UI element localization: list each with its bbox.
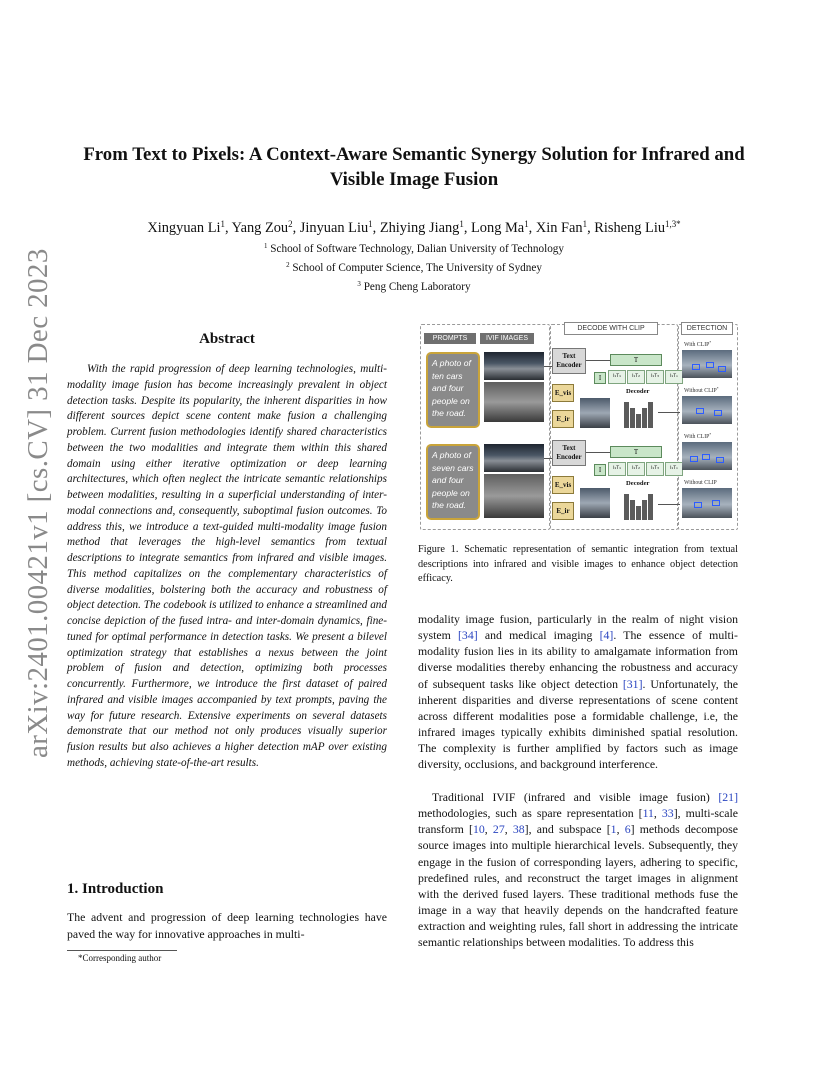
e-vis-2: E_vis — [552, 476, 574, 494]
detection-with-clip-1 — [682, 350, 732, 378]
arrow — [544, 366, 552, 367]
citation-link[interactable]: 11 — [642, 806, 654, 821]
citation-link[interactable]: 1 — [610, 822, 617, 837]
e-ir-1: E_ir — [552, 410, 574, 428]
author-name: Jinyuan Liu — [299, 220, 369, 236]
body-text: . Unfortunately, the inherent disparities and diverse representations of scene content across different modalities pose a formidable challenge, i.e, the infrared images typically exhibits diminished spatial resolution. The complexity is further amplified by factors such as image diversity, occlusions, and background interference. — [418, 676, 738, 772]
affiliation-2 — [60, 260, 768, 276]
abstract-heading: Abstract — [199, 331, 255, 347]
right-column-paragraph-1 — [418, 611, 738, 773]
paper-title: From Text to Pixels: A Context-Aware Semantic Synergy Solution for Infrared and Visible Image Fusion — [83, 144, 745, 190]
author-name: Xingyuan Li — [147, 220, 221, 236]
e-vis-1: E_vis — [552, 384, 574, 402]
arrow — [586, 360, 610, 361]
affiliation-3-text: Peng Cheng Laboratory — [363, 281, 471, 293]
body-text: , — [616, 822, 625, 837]
body-text: Traditional IVIF (infrared and visible image fusion) — [432, 790, 719, 804]
infrared-image-1 — [484, 382, 544, 422]
decoder-label-2: Decoder — [626, 480, 650, 487]
affiliation-2-sup: 2 — [286, 261, 290, 270]
decoder-bars-1 — [624, 400, 653, 428]
author-name: Zhiying Jiang — [379, 220, 460, 236]
author-affiliation-sup: 1 — [368, 219, 373, 230]
similarity-cells-1 — [608, 370, 683, 384]
cell: I₁T₁ — [608, 462, 626, 476]
fused-image-1 — [580, 398, 610, 428]
author-name: Yang Zou — [231, 220, 289, 236]
citation-link[interactable]: [34] — [458, 628, 478, 643]
figure-1-caption: Figure 1. Schematic representation of semantic integration from textual descriptions into infrared and visible images to enhance object detection efficacy. — [418, 544, 738, 584]
without-clip-label-1: Without CLIP* — [684, 387, 719, 394]
decoder-label-1: Decoder — [626, 388, 650, 395]
citation-link[interactable]: [21] — [718, 790, 738, 804]
citation-link[interactable]: 10 — [472, 822, 485, 837]
body-text: , — [504, 822, 513, 837]
citation-link[interactable]: 27 — [492, 822, 505, 837]
body-text: ] methods decompose source images into multiple hierarchical levels. Subsequently, they engage in the fusion of corresponding layers, adhering to specific, predefined rules, and reconstruct the target images in alignment with the derived fused layers. These traditional methods fuse the image in a way that heavily depends on the handcrafted feature extraction and weighting rules, fall short in addressing the intricate semantic relationships between modalities. To address this — [418, 822, 738, 950]
i-box-1: I — [594, 372, 606, 384]
detection-without-clip-2 — [682, 488, 732, 518]
abstract-text: With the rapid progression of deep learning technologies, multi-modality image fusion has become increasingly prevalent in object detection tasks. Despite its popularity, the inherent disparities in how different sources depict scene content make fusion a challenging problem. Current fusion methodologies identify shared characteristics between the two modalities and integrate them within this shared domain using either iterative optimization or deep learning architectures, which often neglect the intricate semantic relationships between modalities, resulting in a superficial understanding of inter-modal connections and, consequently, suboptimal fusion outcomes. To address this, we introduce a text-guided multi-modality image fusion method that leverages the high-level semantics from textual descriptions to integrate semantics from infrared and visible images. This method capitalizes on the complementary characteristics of diverse modalities, bolstering both the accuracy and robustness of object detection. The codebook is utilized to enhance a streamlined and concise depiction of the fused intra- and inter-domain dynamics, fine-tuned for optimal performance in detection tasks. We present a bilevel optimization strategy that establishes a nexus between the joint problem of fusion and detection, optimizing both processes concurrently. Furthermore, we introduce the first dataset of paired infrared and visible images accompanied by text prompts, paving the way for future research. Extensive experiments on several datasets demonstrate that our method not only produces visually superior fusion results but also achieves a higher detection mAP over existing methods, achieving state-of-the-art results. — [67, 363, 387, 769]
arrow — [586, 452, 610, 453]
arrow — [658, 504, 680, 505]
body-text: ], and subspace [ — [524, 822, 611, 837]
intro-text: The advent and progression of deep learning technologies have paved the way for innovative approaches in multi- — [67, 910, 387, 941]
detection-with-clip-2 — [682, 442, 732, 470]
author-name: Xin Fan — [535, 220, 583, 236]
footnote-rule — [67, 950, 177, 951]
affiliation-2-text: School of Computer Science, The University of Sydney — [292, 262, 542, 274]
author-list: Xingyuan Li$^1$, Yang Zou$^2$, Jinyuan Liu$^1$, Zhiying Jiang$^1$, Long Ma$^1$, Xin Fan$^1$, Risheng Liu$^{1,3*}$ — [147, 219, 681, 236]
body-text: . The essence of multi-modality fusion lies in its ability to amalgamate information from diverse modalities thereby enhancing the robustness and accuracy of subsequent tasks like object detection — [418, 628, 738, 691]
right-column-paragraph-2 — [418, 789, 738, 951]
similarity-cells-2 — [608, 462, 683, 476]
citation-link[interactable]: 38 — [512, 822, 525, 837]
cell: I₁Tₙ — [665, 370, 683, 384]
prompt-1: A photo of ten cars and four people on the road. — [426, 352, 480, 428]
author-affiliation-sup: 1,3* — [665, 219, 681, 230]
citation-link[interactable]: [4] — [599, 628, 614, 643]
t-bar-1: T — [610, 354, 662, 366]
arxiv-stamp — [14, 248, 62, 758]
body-text: methodologies, such as spare representation [ — [418, 806, 643, 821]
author-affiliation-sup: 2 — [288, 219, 293, 230]
arrow — [658, 412, 680, 413]
body-text: , — [484, 822, 493, 837]
citation-link[interactable]: 6 — [624, 822, 631, 837]
footnote: *Corresponding author — [78, 953, 162, 963]
infrared-image-2 — [484, 474, 544, 518]
body-text: and medical imaging — [477, 628, 600, 643]
citation-link[interactable]: 33 — [661, 806, 674, 821]
cell: I₁T₃ — [646, 370, 664, 384]
body-text: modality image fusion, particularly in the realm of night vision system — [418, 612, 738, 643]
author-affiliation-sup: 1 — [582, 219, 588, 230]
affiliation-1-text: School of Software Technology, Dalian University of Technology — [270, 243, 564, 255]
prompt-2: A photo of seven cars and four people on the road. — [426, 444, 480, 520]
affiliation-1 — [60, 241, 768, 257]
label-detection: DETECTION — [681, 322, 733, 335]
cell: I₁T₂ — [627, 462, 645, 476]
i-box-2: I — [594, 464, 606, 476]
visible-image-2 — [484, 444, 544, 472]
label-decode: DECODE WITH CLIP — [564, 322, 658, 335]
with-clip-label-2: With CLIP* — [684, 433, 712, 440]
text-encoder-2: Text Encoder — [552, 440, 586, 466]
visible-image-1 — [484, 352, 544, 380]
figure-1 — [418, 320, 738, 530]
affiliation-1-sup: 1 — [264, 242, 268, 251]
author-name: Risheng Liu — [594, 220, 666, 236]
cell: I₁T₂ — [627, 370, 645, 384]
citation-link[interactable]: [31] — [622, 676, 643, 691]
text-encoder-1: Text Encoder — [552, 348, 586, 374]
label-ivif: IVIF IMAGES — [480, 333, 534, 344]
t-bar-2: T — [610, 446, 662, 458]
e-ir-2: E_ir — [552, 502, 574, 520]
arxiv-id: arXiv:2401.00421v1 [cs.CV] 31 Dec 2023 — [22, 248, 54, 758]
author-name: Long Ma — [471, 220, 525, 236]
author-affiliation-sup: 1 — [524, 219, 529, 230]
affiliation-3 — [60, 279, 768, 295]
cell: I₁T₁ — [608, 370, 626, 384]
intro-heading: 1. Introduction — [67, 881, 164, 897]
arrow — [544, 458, 552, 459]
cell: I₁Tₙ — [665, 462, 683, 476]
author-affiliation-sup: 1 — [459, 219, 464, 230]
without-clip-label-2: Without CLIP — [684, 480, 717, 486]
with-clip-label-1: With CLIP* — [684, 341, 712, 348]
fused-image-2 — [580, 488, 610, 518]
affiliation-3-sup: 3 — [357, 280, 361, 289]
decoder-bars-2 — [624, 492, 653, 520]
cell: I₁T₃ — [646, 462, 664, 476]
body-text: ], multi-scale transform [ — [418, 806, 738, 837]
detection-without-clip-1 — [682, 396, 732, 424]
label-prompts: PROMPTS — [424, 333, 476, 344]
author-affiliation-sup: 1 — [220, 219, 225, 230]
body-text: , — [653, 806, 662, 821]
